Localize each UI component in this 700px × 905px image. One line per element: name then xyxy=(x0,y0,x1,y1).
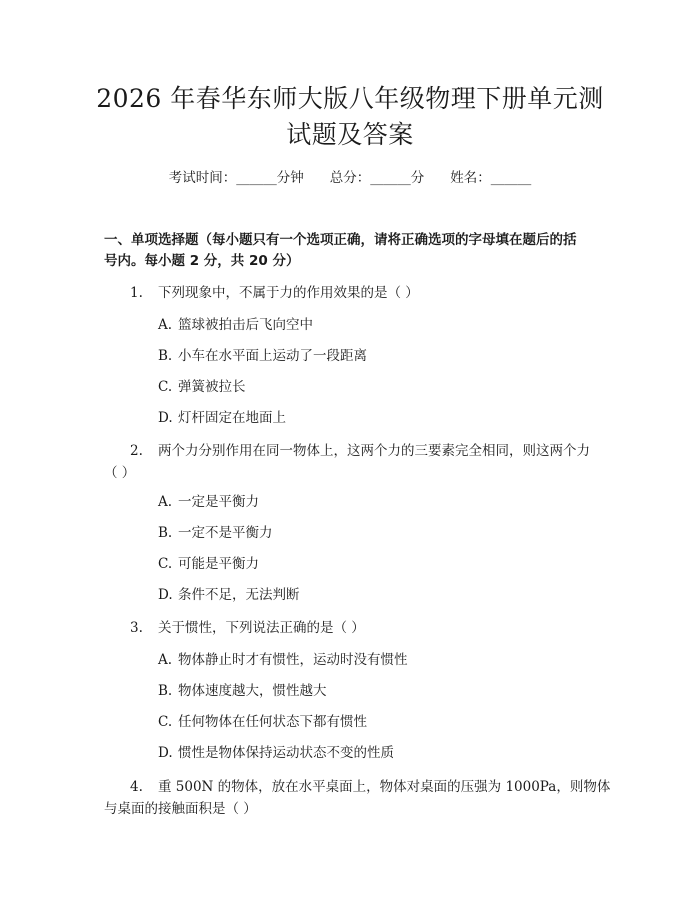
question-text-continuation: 与桌面的接触面积是（ ） xyxy=(104,801,257,817)
option-text: 物体速度越大，惯性越大 xyxy=(178,683,327,699)
option-2c xyxy=(158,554,259,574)
option-letter: A. xyxy=(158,317,173,333)
exam-info xyxy=(0,168,700,188)
option-2b xyxy=(158,523,273,543)
question-number: 1. xyxy=(130,285,143,301)
option-3a xyxy=(158,650,408,670)
option-1c xyxy=(158,377,246,397)
question-text: 关于惯性，下列说法正确的是（ ） xyxy=(158,620,365,636)
option-letter: A. xyxy=(158,494,173,510)
option-1a xyxy=(158,315,313,335)
option-3b xyxy=(158,681,327,701)
option-letter: B. xyxy=(158,683,173,699)
option-2d xyxy=(158,585,300,605)
option-text: 篮球被拍击后飞向空中 xyxy=(178,317,313,333)
question-number: 3. xyxy=(130,620,143,636)
section-heading-line-2: 号内。每小题 2 分，共 20 分） xyxy=(104,253,300,269)
option-text: 灯杆固定在地面上 xyxy=(178,410,286,426)
question-text: 重 500N 的物体，放在水平桌面上，物体对桌面的压强为 1000Pa，则物体 xyxy=(158,779,611,795)
option-letter: C. xyxy=(158,556,173,572)
section-heading-line-1: 一、单项选择题（每小题只有一个选项正确，请将正确选项的字母填在题后的括 xyxy=(104,232,577,248)
total-score-label: 总分：______分 xyxy=(329,170,425,186)
page-title-line-2: 试题及答案 xyxy=(286,120,414,149)
question-number: 2. xyxy=(130,443,143,459)
question-text-continuation: （ ） xyxy=(104,465,136,481)
option-text: 物体静止时才有惯性，运动时没有惯性 xyxy=(178,652,408,668)
option-text: 任何物体在任何状态下都有惯性 xyxy=(178,714,367,730)
question-number: 4. xyxy=(130,779,143,795)
option-text: 弹簧被拉长 xyxy=(178,379,246,395)
option-1b xyxy=(158,346,367,366)
option-3c xyxy=(158,712,367,732)
option-letter: C. xyxy=(158,379,173,395)
page-title-line-1: 2026 年春华东师大版八年级物理下册单元测 xyxy=(96,84,604,113)
exam-time-label: 考试时间：______分钟 xyxy=(168,170,304,186)
option-text: 惯性是物体保持运动状态不变的性质 xyxy=(178,745,394,761)
option-letter: D. xyxy=(158,410,173,426)
student-name-label: 姓名：______ xyxy=(450,170,532,186)
option-2a xyxy=(158,492,259,512)
option-text: 小车在水平面上运动了一段距离 xyxy=(178,348,367,364)
option-letter: B. xyxy=(158,525,173,541)
option-text: 一定是平衡力 xyxy=(178,494,259,510)
question-text: 下列现象中，不属于力的作用效果的是（ ） xyxy=(158,285,419,301)
option-letter: B. xyxy=(158,348,173,364)
option-text: 条件不足，无法判断 xyxy=(178,587,300,603)
option-letter: D. xyxy=(158,587,173,603)
option-1d xyxy=(158,408,286,428)
option-3d xyxy=(158,743,394,763)
option-letter: A. xyxy=(158,652,173,668)
question-text: 两个力分别作用在同一物体上，这两个力的三要素完全相同，则这两个力 xyxy=(158,443,590,459)
option-letter: C. xyxy=(158,714,173,730)
option-text: 可能是平衡力 xyxy=(178,556,259,572)
option-letter: D. xyxy=(158,745,173,761)
option-text: 一定不是平衡力 xyxy=(178,525,273,541)
